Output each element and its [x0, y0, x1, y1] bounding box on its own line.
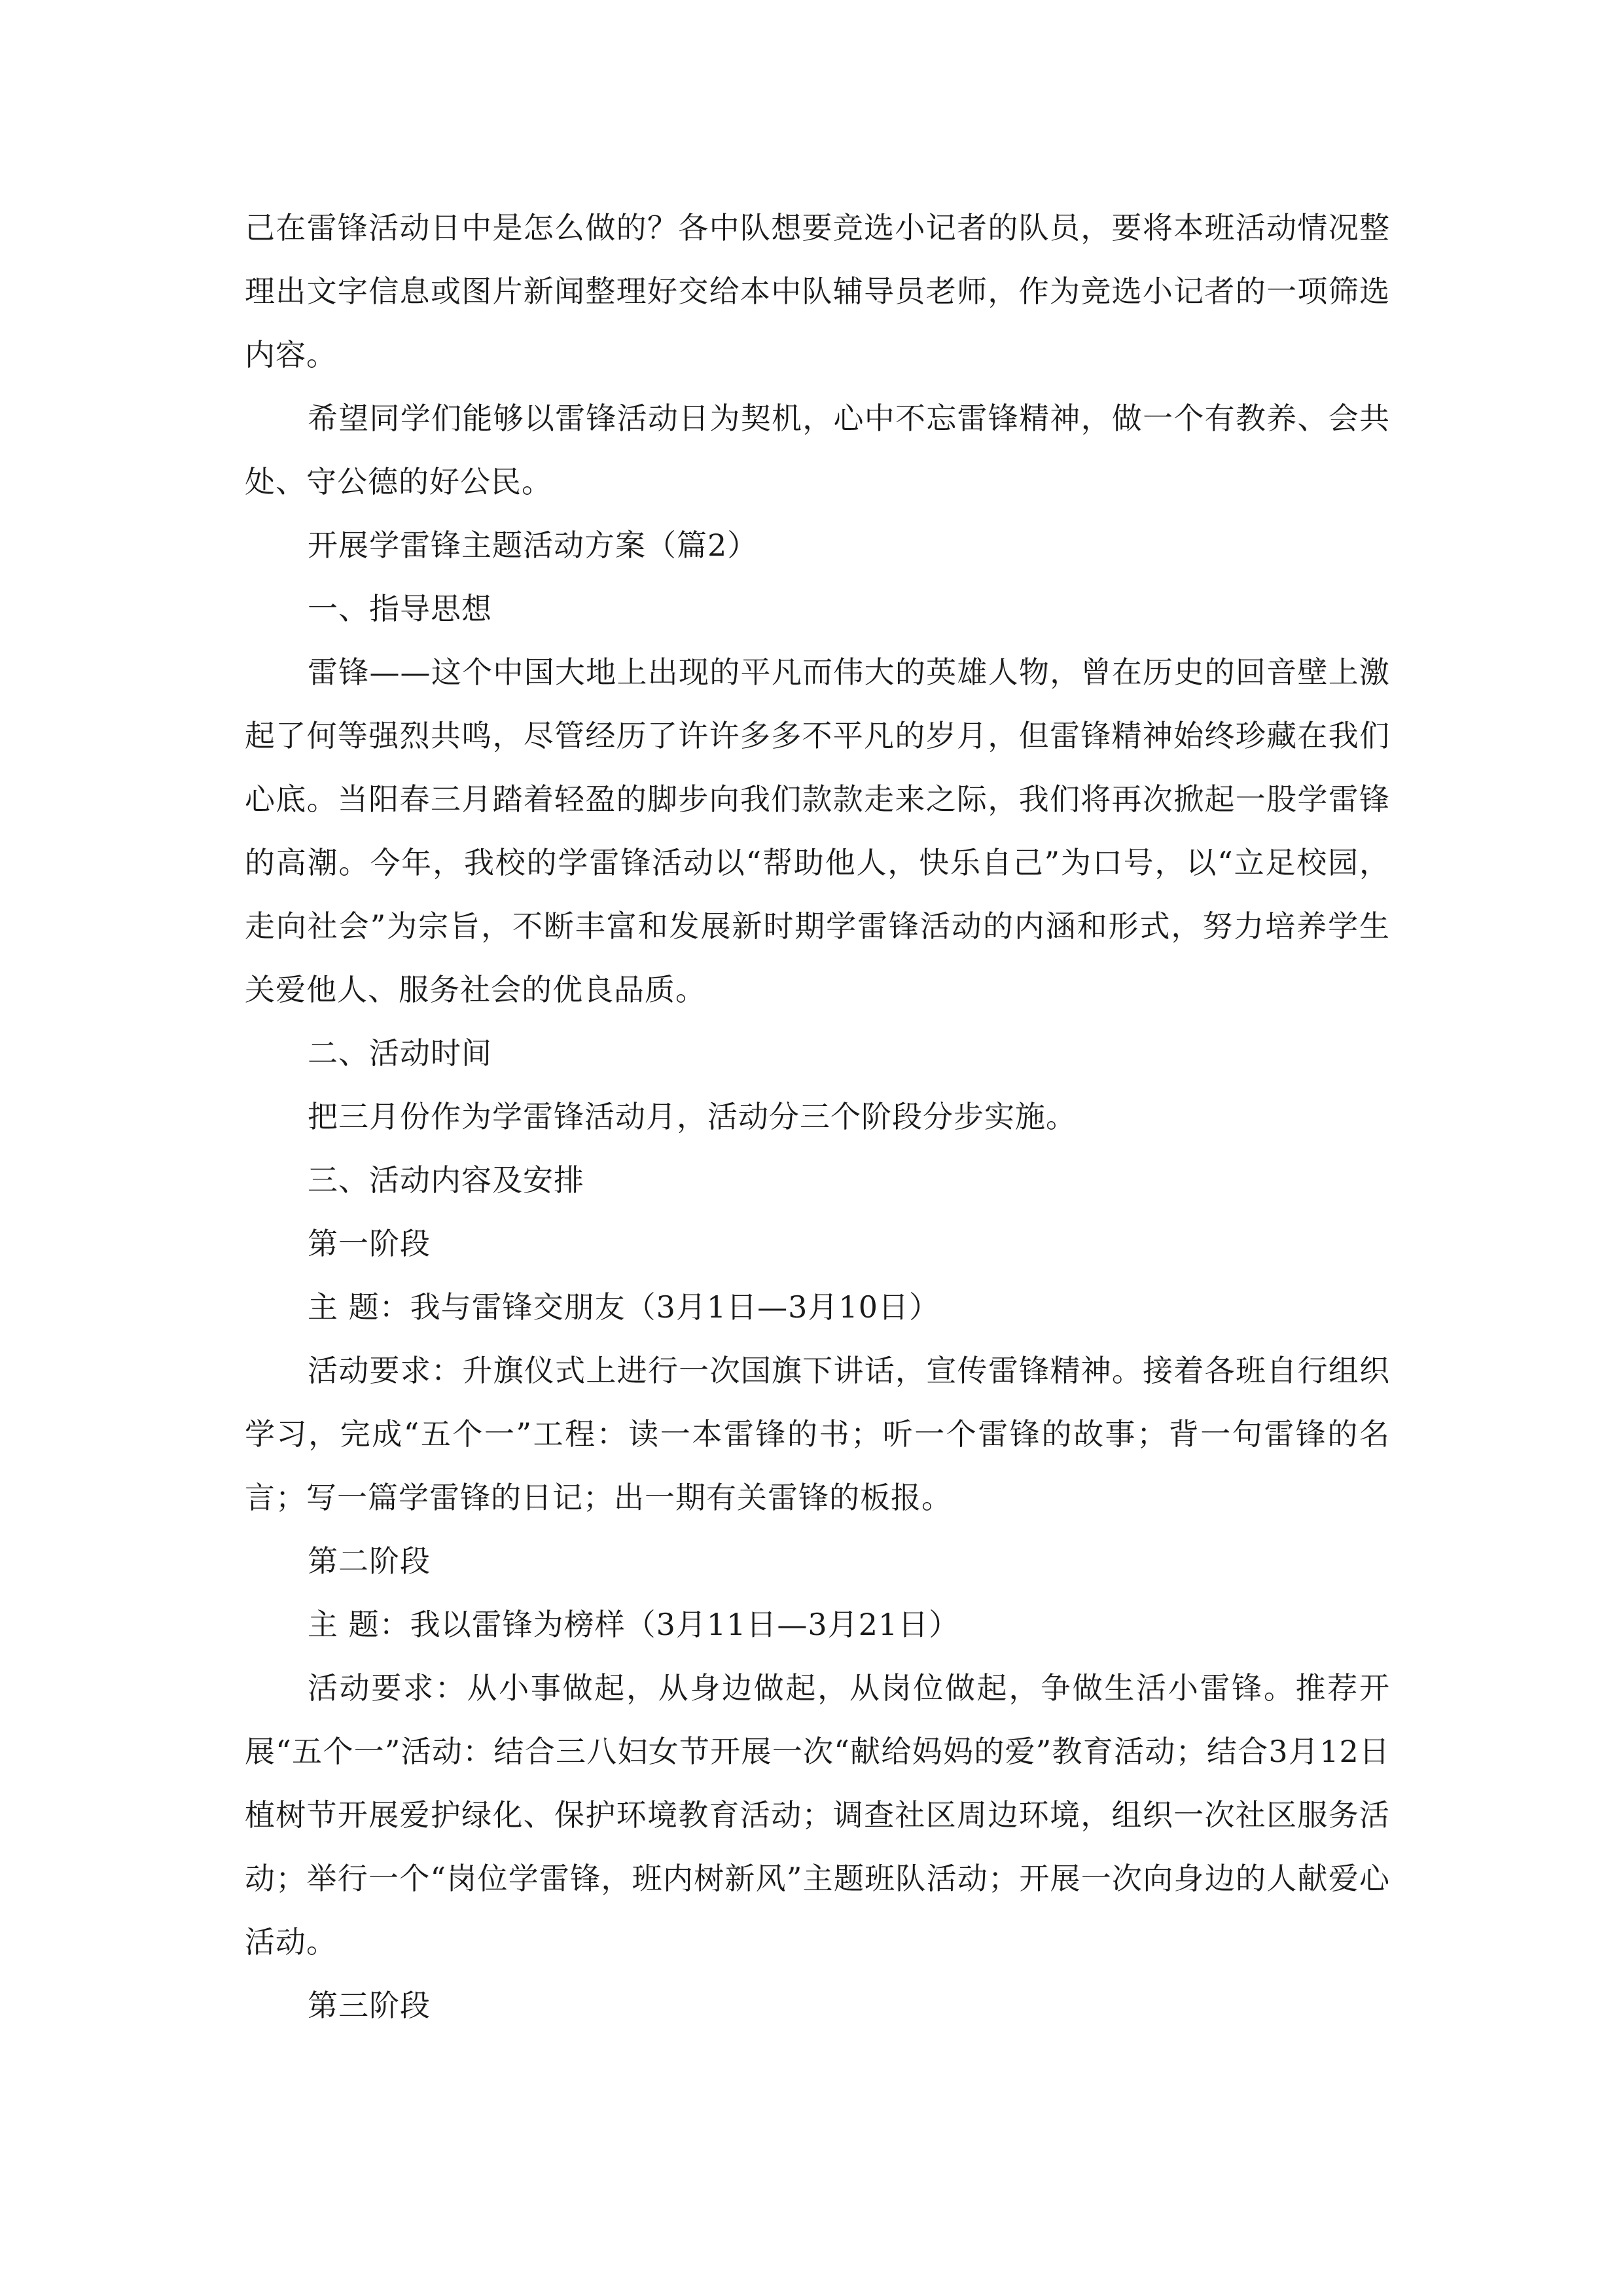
- section-heading-activity-content: 三、活动内容及安排: [308, 1162, 584, 1198]
- stage-heading-third: 第三阶段: [308, 1988, 431, 2023]
- stage-theme-second: 主 题：我以雷锋为榜样（3月11日—3月21日）: [308, 1607, 960, 1642]
- paragraph-hope: 希望同学们能够以雷锋活动日为契机，心中不忘雷锋精神，做一个有教养、会共处、守公德的好公民。: [245, 401, 1390, 499]
- paragraph-guiding-ideology: 雷锋——这个中国大地上出现的平凡而伟大的英雄人物，曾在历史的回音壁上激起了何等强烈共鸣，尽管经历了许许多多不平凡的岁月，但雷锋精神始终珍藏在我们心底。当阳春三月踏着轻盈的脚步向我们款款走来之际，我们将再次掀起一股学雷锋的高潮。今年，我校的学雷锋活动以“帮助他人，快乐自己”为口号，以“立足校园，走向社会”为宗旨，不断丰富和发展新时期学雷锋活动的内涵和形式，努力培养学生关爱他人、服务社会的优良品质。: [245, 655, 1390, 1007]
- document-body: [245, 196, 1390, 2037]
- paragraph-activity-time: 把三月份作为学雷锋活动月，活动分三个阶段分步实施。: [308, 1099, 1077, 1134]
- stage-heading-second: 第二阶段: [308, 1543, 431, 1579]
- paragraph-continuation: 己在雷锋活动日中是怎么做的？各中队想要竞选小记者的队员，要将本班活动情况整理出文字信息或图片新闻整理好交给本中队辅导员老师，作为竞选小记者的一项筛选内容。: [245, 210, 1390, 372]
- stage-requirements-second: 活动要求：从小事做起，从身边做起，从岗位做起，争做生活小雷锋。推荐开展“五个一”活动：结合三八妇女节开展一次“献给妈妈的爱”教育活动；结合3月12日植树节开展爱护绿化、保护环境教育活动；调查社区周边环境，组织一次社区服务活动；举行一个“岗位学雷锋，班内树新风”主题班队活动；开展一次向身边的人献爱心活动。: [245, 1670, 1390, 1960]
- stage-heading-first: 第一阶段: [308, 1226, 431, 1261]
- section-heading-activity-time: 二、活动时间: [308, 1035, 492, 1071]
- stage-theme-first: 主 题：我与雷锋交朋友（3月1日—3月10日）: [308, 1289, 940, 1325]
- plan-title: 开展学雷锋主题活动方案（篇2）: [308, 528, 758, 563]
- stage-requirements-first: 活动要求：升旗仪式上进行一次国旗下讲话，宣传雷锋精神。接着各班自行组织学习，完成“五个一”工程：读一本雷锋的书；听一个雷锋的故事；背一句雷锋的名言；写一篇学雷锋的日记；出一期有关雷锋的板报。: [245, 1353, 1390, 1515]
- section-heading-guiding-ideology: 一、指导思想: [308, 591, 492, 626]
